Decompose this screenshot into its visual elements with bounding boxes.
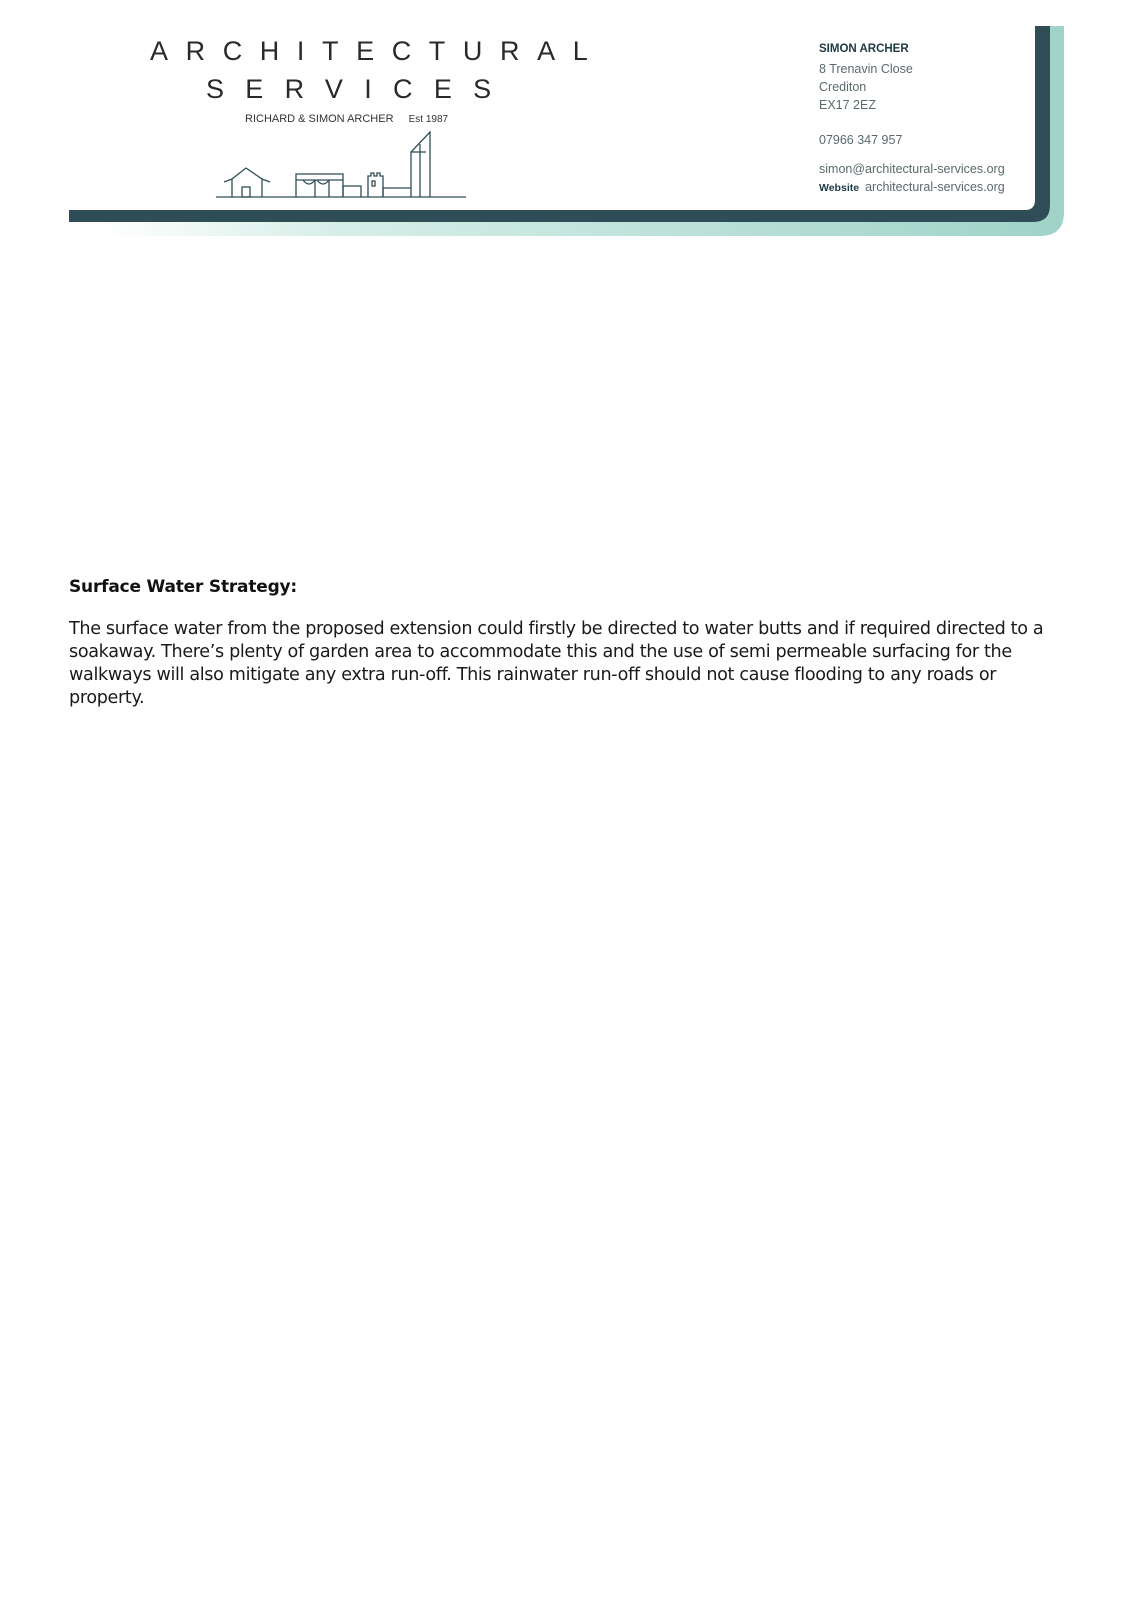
- contact-website-row: [819, 178, 1039, 197]
- contact-name: SIMON ARCHER: [819, 43, 909, 55]
- contact-postcode: EX17 2EZ: [819, 98, 876, 112]
- section-body-paragraph: The surface water from the proposed extension could firstly be directed to water butts and if required directed to a soakaway. There’s plenty of garden area to accommodate this and the use of semi permeable surfacing for the walkways will also mitigate any extra run-off. This rainwater run-off should not cause flooding to any roads or property.: [69, 619, 1044, 708]
- contact-spacer: [819, 114, 1039, 131]
- section-heading: Surface Water Strategy:: [69, 577, 298, 597]
- logo-subtitle: [245, 113, 448, 125]
- contact-phone: 07966 347 957: [819, 133, 903, 147]
- website-label: Website: [819, 182, 860, 194]
- contact-address-line2: Crediton: [819, 80, 867, 94]
- letterhead: [0, 0, 1132, 250]
- skyline-logo-icon: [216, 130, 468, 200]
- contact-email[interactable]: simon@architectural-services.org: [819, 162, 1005, 176]
- contact-website[interactable]: architectural-services.org: [865, 180, 1005, 194]
- contact-address-line1: 8 Trenavin Close: [819, 62, 913, 76]
- contact-block: [819, 40, 1039, 197]
- logo-established: Est 1987: [408, 114, 449, 125]
- logo-title-line1: ARCHITECTURAL: [150, 36, 606, 66]
- logo-title-line2: SERVICES: [206, 74, 513, 104]
- logo-subtitle-names: RICHARD & SIMON ARCHER: [245, 113, 394, 125]
- surface-water-section: [69, 577, 1049, 710]
- contact-spacer: [819, 149, 1039, 160]
